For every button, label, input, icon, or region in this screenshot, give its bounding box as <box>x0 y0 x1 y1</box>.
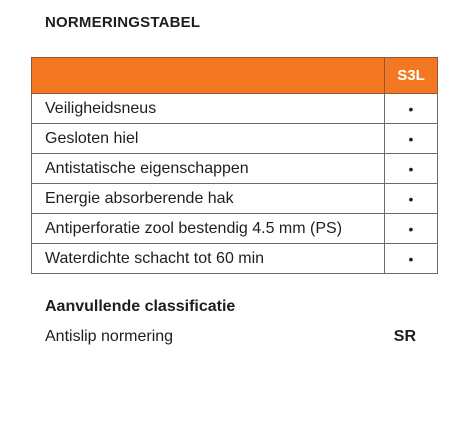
feature-cell: Antistatische eigenschappen <box>32 154 385 184</box>
antislip-value: SR <box>393 328 416 345</box>
page-title: NORMERINGSTABEL <box>45 14 201 31</box>
bullet-mark: • <box>385 184 438 214</box>
feature-cell: Waterdichte schacht tot 60 min <box>32 244 385 274</box>
bullet-mark: • <box>385 94 438 124</box>
table-header-row <box>32 58 438 94</box>
feature-cell: Antiperforatie zool bestendig 4.5 mm (PS) <box>32 214 385 244</box>
bullet-mark: • <box>385 154 438 184</box>
table-row <box>32 124 438 154</box>
standards-table <box>31 57 438 274</box>
header-empty-cell <box>32 58 385 94</box>
table-row <box>32 214 438 244</box>
antislip-row <box>45 328 416 346</box>
extra-classification-heading: Aanvullende classificatie <box>45 298 236 315</box>
table-row <box>32 184 438 214</box>
table-row <box>32 94 438 124</box>
feature-cell: Veiligheidsneus <box>32 94 385 124</box>
table-row <box>32 154 438 184</box>
bullet-mark: • <box>385 244 438 274</box>
header-code-cell: S3L <box>385 58 438 94</box>
bullet-mark: • <box>385 214 438 244</box>
feature-cell: Gesloten hiel <box>32 124 385 154</box>
bullet-mark: • <box>385 124 438 154</box>
feature-cell: Energie absorberende hak <box>32 184 385 214</box>
table-row <box>32 244 438 274</box>
antislip-label: Antislip normering <box>45 328 174 345</box>
